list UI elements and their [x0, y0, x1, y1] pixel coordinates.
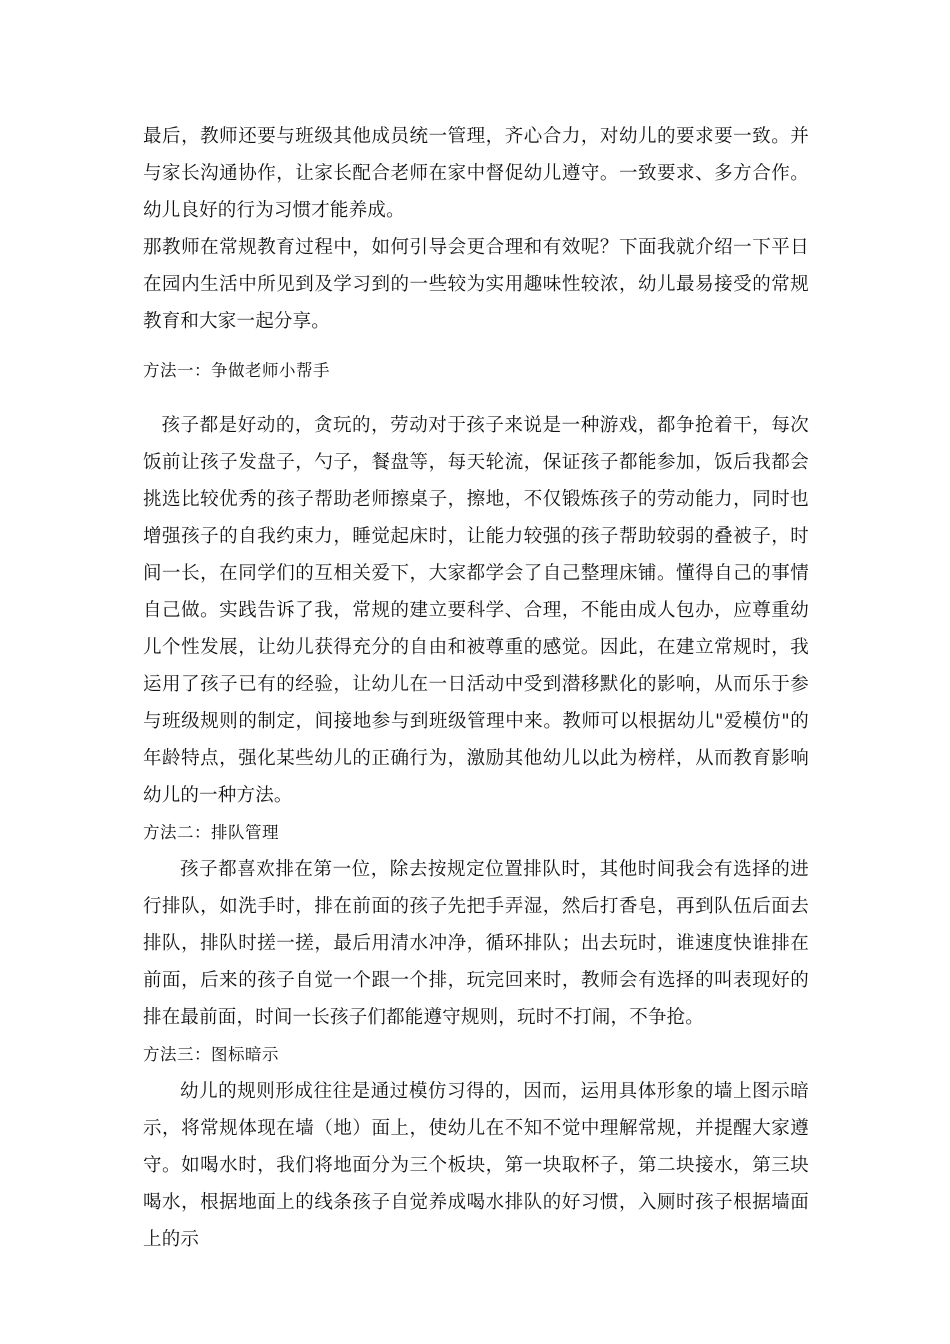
paragraph-intro: 那教师在常规教育过程中，如何引导会更合理和有效呢？下面我就介绍一下平日在园内生活中所见到及学习到的一些较为实用趣味性较浓，幼儿最易接受的常规教育和大家一起分享。 [143, 237, 809, 332]
spacer [143, 389, 809, 407]
document-body [143, 118, 809, 1258]
paragraph-conclusion: 最后，教师还要与班级其他成员统一管理，齐心合力，对幼儿的要求要一致。并与家长沟通协作，让家长配合老师在家中督促幼儿遵守。一致要求、多方合作。幼儿良好的行为习惯才能养成。 [143, 126, 809, 221]
spacer [143, 340, 809, 352]
method3-body: 幼儿的规则形成往往是通过模仿习得的，因而，运用具体形象的墙上图示暗示，将常规体现在墙（地）面上，使幼儿在不知不觉中理解常规，并提醒大家遵守。如喝水时，我们将地面分为三个板块，第一块取杯子，第二块接水，第三块喝水，根据地面上的线条孩子自觉养成喝水排队的好习惯，入厕时孩子根据墙面上的示 [143, 1081, 809, 1250]
method2-heading: 方法二：排队管理 [143, 823, 279, 842]
method1-heading: 方法一：争做老师小帮手 [143, 361, 330, 380]
method2-body: 孩子都喜欢排在第一位，除去按规定位置排队时，其他时间我会有选择的进行排队，如洗手时，排在前面的孩子先把手弄湿，然后打香皂，再到队伍后面去排队，排队时搓一搓，最后用清水冲净，循环排队；出去玩时，谁速度快谁排在前面，后来的孩子自觉一个跟一个排，玩完回来时，教师会有选择的叫表现好的排在最前面，时间一长孩子们都能遵守规则，玩时不打闹，不争抢。 [143, 859, 809, 1028]
method1-body: 孩子都是好动的，贪玩的，劳动对于孩子来说是一种游戏，都争抢着干，每次饭前让孩子发盘子，勺子，餐盘等，每天轮流，保证孩子都能参加，饭后我都会挑选比较优秀的孩子帮助老师擦桌子，擦地，不仅锻炼孩子的劳动能力，同时也增强孩子的自我约束力，睡觉起床时，让能力较强的孩子帮助较弱的叠被子，时间一长，在同学们的互相关爱下，大家都学会了自己整理床铺。懂得自己的事情自己做。实践告诉了我，常规的建立要科学、合理，不能由成人包办，应尊重幼儿个性发展，让幼儿获得充分的自由和被尊重的感觉。因此，在建立常规时，我运用了孩子已有的经验，让幼儿在一日活动中受到潜移默化的影响，从而乐于参与班级规则的制定，间接地参与到班级管理中来。教师可以根据幼儿"爱模仿"的年龄特点，强化某些幼儿的正确行为，激励其他幼儿以此为榜样，从而教育影响幼儿的一种方法。 [143, 415, 809, 806]
method3-heading: 方法三：图标暗示 [143, 1045, 279, 1064]
